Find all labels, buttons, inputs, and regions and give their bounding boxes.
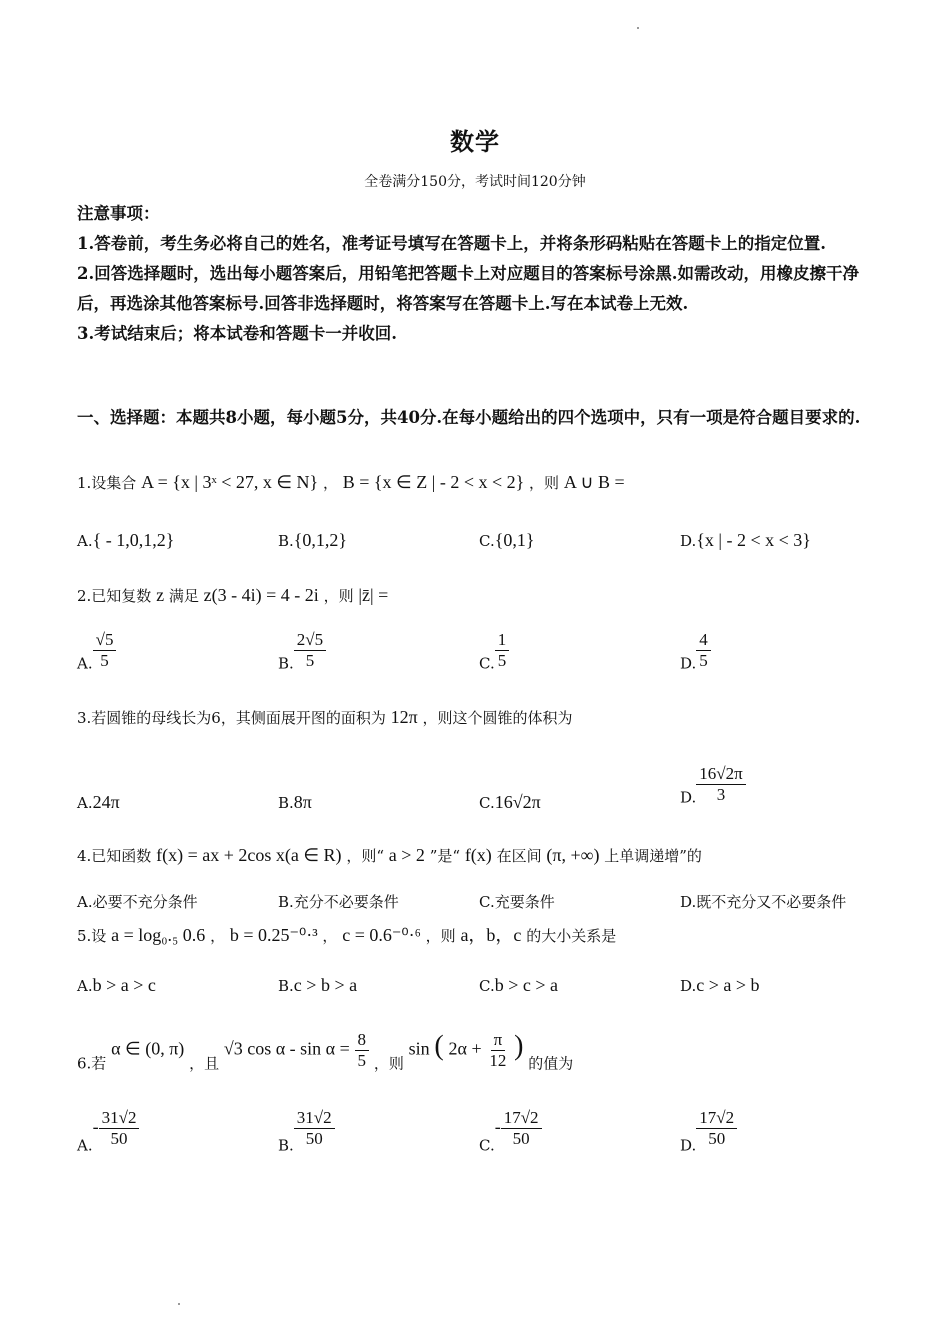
option-c[interactable] [479, 1108, 542, 1156]
option-letter: B. [278, 532, 294, 550]
question-text: ，则 [323, 587, 354, 605]
option-b[interactable] [278, 1108, 335, 1156]
option-a[interactable] [77, 792, 120, 813]
option-c[interactable] [479, 630, 509, 674]
fraction-numerator: 31√2 [99, 1108, 140, 1129]
option-letter: D. [680, 654, 697, 673]
paren-open: ( [434, 1030, 444, 1062]
notes-block [77, 199, 877, 349]
fraction-numerator: π [491, 1030, 506, 1051]
page-subtitle: 全卷满分150分，考试时间120分钟 [364, 174, 586, 190]
option-value: 既不充分又不必要条件 [696, 893, 847, 911]
fraction-denominator: 5 [305, 651, 315, 670]
option-sign: - [494, 1116, 501, 1137]
option-value: { - 1,0,1,2} [92, 530, 175, 550]
option-letter: D. [680, 532, 697, 550]
fraction-numerator: √5 [93, 630, 117, 651]
fraction-denominator: 50 [708, 1129, 726, 1148]
option-a[interactable] [77, 975, 156, 996]
option-letter: B. [278, 794, 294, 812]
option-sign: - [92, 1116, 99, 1137]
option-fraction [696, 630, 711, 671]
question-text: 5.设 [77, 927, 107, 945]
question-text: ，则这个圆锥的体积为 [422, 709, 573, 727]
option-c[interactable] [479, 792, 541, 813]
option-fraction [696, 1108, 737, 1149]
section-heading: 一、选择题：本题共8小题，每小题5分，共40分.在每小题给出的四个选项中，只有一项是符合题目要求的. [77, 408, 861, 427]
math-expression: 2α + [448, 1038, 482, 1059]
option-letter: C. [479, 654, 495, 673]
question-3 [77, 707, 573, 728]
fraction-numerator: 31√2 [294, 1108, 335, 1129]
math-expression: sin [408, 1038, 430, 1059]
option-d[interactable] [680, 892, 846, 912]
fraction-denominator: 5 [497, 651, 507, 670]
math-expression: a，b，c [460, 925, 522, 945]
option-value: 8π [293, 792, 312, 812]
question-text: ，且 [189, 1054, 220, 1073]
fraction-denominator: 50 [110, 1129, 128, 1148]
option-value: {0,1,2} [293, 530, 348, 550]
fraction-numerator: 8 [355, 1030, 370, 1051]
question-5 [77, 925, 616, 946]
option-fraction [99, 1108, 140, 1149]
scan-dot [178, 1303, 180, 1305]
question-text: ， [322, 927, 338, 945]
math-expression: √3 cos α - sin α = [223, 1038, 350, 1059]
option-value: {0,1} [494, 530, 535, 550]
option-b[interactable] [278, 630, 326, 674]
question-text: 满足 [168, 587, 199, 605]
option-d[interactable] [680, 530, 811, 551]
option-letter: B. [278, 654, 294, 673]
option-letter: A. [77, 977, 93, 995]
option-fraction [696, 764, 745, 805]
option-value: c > b > a [293, 975, 358, 995]
option-letter: C. [479, 977, 495, 995]
question-2 [77, 585, 388, 606]
math-expression: A = {x | 3ˣ < 27, x ∈ N} [141, 472, 319, 492]
math-expression: c = 0.6⁻⁰·⁶ [342, 925, 421, 945]
question-text: 2.已知复数 [77, 587, 152, 605]
option-letter: D. [680, 977, 697, 995]
question-text: 6.若 [77, 1054, 107, 1073]
question-text: ，则 [373, 1054, 404, 1073]
math-expression: |z̄| = [358, 585, 389, 605]
question-text: 的大小关系是 [526, 927, 617, 945]
question-4 [77, 845, 702, 866]
option-value: 24π [92, 792, 120, 812]
option-letter: D. [680, 1136, 697, 1155]
option-letter: A. [77, 794, 93, 812]
math-expression: B = {x ∈ Z | - 2 < x < 2} [342, 472, 525, 492]
option-value: 充要条件 [494, 893, 555, 911]
question-text: 上单调递增”的 [604, 847, 702, 865]
math-expression: α ∈ (0, π) [111, 1038, 185, 1059]
question-text: ，则 [425, 927, 456, 945]
option-fraction [294, 1108, 335, 1149]
question-text: ，则“ [346, 847, 384, 865]
math-expression: 12π [390, 707, 418, 727]
math-expression: b = 0.25⁻⁰·³ [229, 925, 318, 945]
option-letter: D. [680, 788, 697, 807]
math-expression: A ∪ B = [563, 472, 625, 492]
question-text: 4.已知函数 [77, 847, 152, 865]
option-b[interactable] [278, 530, 347, 551]
option-b[interactable] [278, 792, 312, 813]
option-letter: C. [479, 794, 495, 812]
option-letter: A. [77, 654, 93, 673]
fraction-numerator: 4 [696, 630, 711, 651]
math-expression: f(x) = ax + 2cos x(a ∈ R) [156, 845, 342, 865]
question-6 [77, 1030, 573, 1074]
fraction-numerator: 16√2π [696, 764, 745, 785]
option-d[interactable] [680, 764, 746, 808]
question-text: 3.若圆锥的母线长为6，其侧面展开图的面积为 [77, 709, 386, 727]
fraction-numerator: 17√2 [501, 1108, 542, 1129]
question-text: ， [210, 927, 226, 945]
question-text: ， [322, 474, 338, 492]
option-letter: D. [680, 893, 697, 911]
note-item: 3.考试结束后；将本试卷和答题卡一并收回. [77, 324, 397, 343]
option-b[interactable] [278, 975, 357, 996]
fraction-denominator: 50 [305, 1129, 323, 1148]
math-expression: z(3 - 4i) = 4 - 2i [203, 585, 319, 605]
option-d[interactable] [680, 975, 760, 996]
note-item: 1.答卷前，考生务必将自己的姓名，准考证号填写在答题卡上，并将条形码粘贴在答题卡上的指定位置. [77, 234, 826, 253]
question-text: 在区间 [496, 847, 542, 865]
fraction-denominator: 5 [357, 1051, 367, 1070]
math-fraction [486, 1030, 509, 1071]
fraction-numerator: 17√2 [696, 1108, 737, 1129]
option-a[interactable] [77, 630, 116, 674]
option-value: b > c > a [494, 975, 558, 995]
paren-close: ) [514, 1030, 524, 1062]
option-letter: A. [77, 1136, 93, 1155]
option-c[interactable] [479, 975, 558, 996]
option-d[interactable] [680, 1108, 737, 1156]
option-d[interactable] [680, 630, 711, 674]
question-text: ”是“ [429, 847, 461, 865]
math-expression: (π, +∞) [546, 845, 600, 865]
option-letter: B. [278, 1136, 294, 1155]
option-value: b > a > c [92, 975, 156, 995]
option-c[interactable] [479, 530, 535, 551]
math-expression: z [156, 585, 165, 605]
option-fraction [495, 630, 510, 671]
option-fraction [294, 630, 326, 671]
question-1 [77, 472, 625, 493]
math-expression: f(x) [464, 845, 492, 865]
option-value: 16√2π [494, 792, 541, 812]
option-value: c > a > b [696, 975, 760, 995]
fraction-numerator: 1 [495, 630, 510, 651]
fraction-denominator: 12 [489, 1051, 507, 1070]
option-c[interactable] [479, 892, 555, 912]
option-a[interactable] [77, 1108, 139, 1156]
math-fraction [355, 1030, 370, 1071]
option-letter: C. [479, 532, 495, 550]
option-fraction [501, 1108, 542, 1149]
question-text: 的值为 [528, 1054, 574, 1073]
option-letter: A. [77, 893, 93, 911]
option-letter: C. [479, 1136, 495, 1155]
fraction-denominator: 5 [100, 651, 109, 670]
fraction-denominator: 3 [716, 785, 726, 804]
option-letter: C. [479, 893, 495, 911]
fraction-denominator: 5 [699, 651, 708, 670]
math-expression: a > 2 [388, 845, 425, 865]
option-letter: B. [278, 977, 294, 995]
page-title: 数学 [450, 127, 500, 156]
note-item: 2.回答选择题时，选出每小题答案后，用铅笔把答题卡上对应题目的答案标号涂黑.如需改动，用橡皮擦干净后，再选涂其他答案标号.回答非选择题时，将答案写在答题卡上.写在本试卷上无效. [77, 264, 859, 313]
question-text: 1.设集合 [77, 474, 137, 492]
option-a[interactable] [77, 892, 198, 912]
question-text: ，则 [529, 474, 560, 492]
notes-heading: 注意事项： [77, 204, 160, 223]
option-value: 充分不必要条件 [293, 893, 399, 911]
option-b[interactable] [278, 892, 399, 912]
option-value: {x | - 2 < x < 3} [696, 530, 811, 550]
option-value: 必要不充分条件 [92, 893, 198, 911]
option-letter: A. [77, 532, 93, 550]
option-fraction [93, 630, 117, 671]
fraction-numerator: 2√5 [294, 630, 326, 651]
option-letter: B. [278, 893, 294, 911]
math-expression: a = log₀.₅ 0.6 [111, 925, 206, 945]
fraction-denominator: 50 [512, 1129, 530, 1148]
scan-dot [637, 27, 639, 29]
option-a[interactable] [77, 530, 174, 551]
